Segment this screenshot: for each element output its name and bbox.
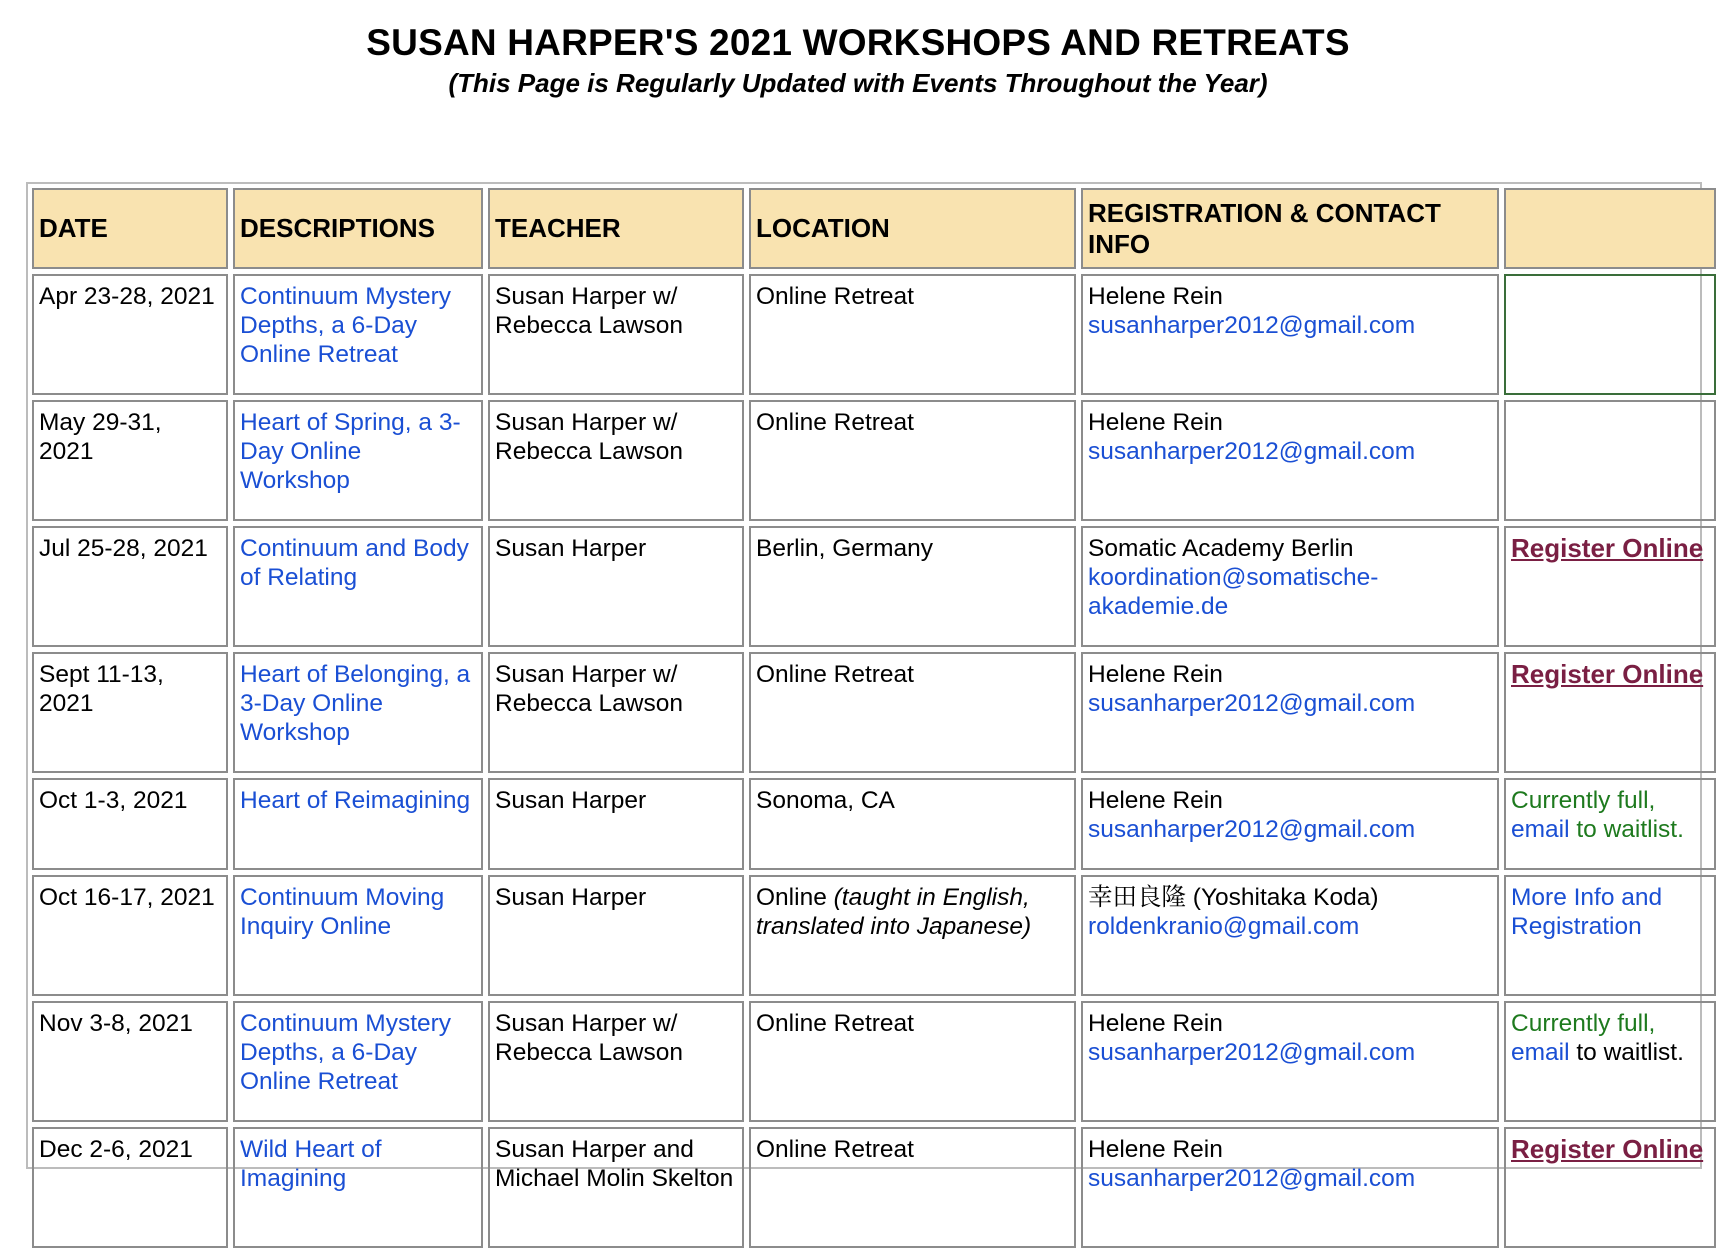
date-cell: Sept 11-13, 2021 [32,652,228,773]
teacher-cell: Susan Harper w/ Rebecca Lawson [488,400,744,521]
location-note: (taught in English, translated into Japanese) [756,884,1032,940]
action-cell [1504,652,1716,773]
contact-name: Helene Rein [1088,661,1223,688]
waitlist-email-link[interactable]: email [1511,816,1570,843]
teacher-cell: Susan Harper w/ Rebecca Lawson [488,652,744,773]
events-table-frame [26,182,1704,1192]
location-cell: Online Retreat [749,400,1076,521]
table-row [32,400,1716,521]
description-cell [233,274,483,395]
description-link[interactable]: Continuum Moving Inquiry Online [240,884,445,940]
contact-name: 幸田良隆 (Yoshitaka Koda) [1088,884,1379,911]
contact-cell [1081,1127,1499,1248]
action-cell [1504,1001,1716,1122]
description-link[interactable]: Continuum and Body of Relating [240,535,469,591]
description-link[interactable]: Heart of Belonging, a 3-Day Online Workshop [240,661,471,746]
description-cell [233,1127,483,1248]
page-title: SUSAN HARPER'S 2021 WORKSHOPS AND RETREATS [366,22,1350,63]
location-cell [749,875,1076,996]
date-cell: Nov 3-8, 2021 [32,1001,228,1122]
contact-cell [1081,274,1499,395]
column-header-registration: REGISTRATION & CONTACT INFO [1081,188,1499,269]
contact-email-link[interactable]: koordination@somatische-akademie.de [1088,564,1379,620]
description-cell [233,1001,483,1122]
table-row [32,652,1716,773]
table-header-row [32,188,1716,269]
table-row [32,274,1716,395]
events-table [27,183,1716,1253]
contact-name: Helene Rein [1088,409,1223,436]
description-cell [233,778,483,870]
location-cell: Online Retreat [749,274,1076,395]
waitlist-text: to waitlist. [1576,816,1684,843]
action-cell [1504,778,1716,870]
teacher-cell: Susan Harper [488,875,744,996]
date-cell: May 29-31, 2021 [32,400,228,521]
location-cell: Berlin, Germany [749,526,1076,647]
location-cell: Online Retreat [749,1127,1076,1248]
location-text: Online [756,884,827,911]
contact-email-link[interactable]: susanharper2012@gmail.com [1088,1039,1416,1066]
description-cell [233,526,483,647]
description-link[interactable]: Heart of Reimagining [240,787,471,814]
teacher-cell: Susan Harper w/ Rebecca Lawson [488,274,744,395]
contact-name: Somatic Academy Berlin [1088,535,1354,562]
contact-name: Helene Rein [1088,1136,1223,1163]
contact-cell [1081,778,1499,870]
description-cell [233,875,483,996]
contact-cell [1081,875,1499,996]
contact-cell [1081,400,1499,521]
contact-name: Helene Rein [1088,1010,1223,1037]
contact-cell [1081,526,1499,647]
page-subtitle: (This Page is Regularly Updated with Events Throughout the Year) [448,68,1268,98]
waitlist-text: to waitlist. [1576,1039,1684,1066]
teacher-cell: Susan Harper and Michael Molin Skelton [488,1127,744,1248]
column-header-descriptions: DESCRIPTIONS [233,188,483,269]
full-status-text: Currently full, [1511,1010,1656,1037]
table-row [32,1001,1716,1122]
register-online-link[interactable]: Register Online [1511,659,1704,689]
description-link[interactable]: Continuum Mystery Depths, a 6-Day Online Retreat [240,1010,452,1095]
location-cell: Sonoma, CA [749,778,1076,870]
date-cell: Oct 16-17, 2021 [32,875,228,996]
date-cell: Oct 1-3, 2021 [32,778,228,870]
column-header-date: DATE [32,188,228,269]
teacher-cell: Susan Harper [488,526,744,647]
contact-email-link[interactable]: susanharper2012@gmail.com [1088,438,1416,465]
date-cell: Apr 23-28, 2021 [32,274,228,395]
teacher-cell: Susan Harper [488,778,744,870]
date-cell: Jul 25-28, 2021 [32,526,228,647]
description-cell [233,652,483,773]
page-header [0,20,1716,100]
table-row [32,875,1716,996]
action-cell [1504,274,1716,395]
more-info-link[interactable]: More Info and Registration [1511,884,1663,940]
table-row [32,1127,1716,1248]
contact-cell [1081,1001,1499,1122]
column-header-location: LOCATION [749,188,1076,269]
contact-cell [1081,652,1499,773]
action-cell [1504,875,1716,996]
contact-name: Helene Rein [1088,787,1223,814]
waitlist-email-link[interactable]: email [1511,1039,1570,1066]
column-header-teacher: TEACHER [488,188,744,269]
date-cell: Dec 2-6, 2021 [32,1127,228,1248]
teacher-cell: Susan Harper w/ Rebecca Lawson [488,1001,744,1122]
description-cell [233,400,483,521]
location-cell: Online Retreat [749,652,1076,773]
contact-name: Helene Rein [1088,283,1223,310]
column-header-action [1504,188,1716,269]
table-row [32,778,1716,870]
contact-email-link[interactable]: susanharper2012@gmail.com [1088,312,1416,339]
register-online-link[interactable]: Register Online [1511,533,1704,563]
action-cell [1504,526,1716,647]
location-cell: Online Retreat [749,1001,1076,1122]
full-status-text: Currently full, [1511,787,1656,814]
contact-email-link[interactable]: susanharper2012@gmail.com [1088,690,1416,717]
contact-email-link[interactable]: susanharper2012@gmail.com [1088,1165,1416,1192]
contact-email-link[interactable]: roldenkranio@gmail.com [1088,913,1360,940]
description-link[interactable]: Continuum Mystery Depths, a 6-Day Online Retreat [240,283,452,368]
contact-email-link[interactable]: susanharper2012@gmail.com [1088,816,1416,843]
action-cell [1504,1127,1716,1248]
table-row [32,526,1716,647]
description-link[interactable]: Heart of Spring, a 3-Day Online Workshop [240,409,461,494]
description-link[interactable]: Wild Heart of Imagining [240,1136,382,1192]
register-online-link[interactable]: Register Online [1511,1134,1704,1164]
action-cell [1504,400,1716,521]
